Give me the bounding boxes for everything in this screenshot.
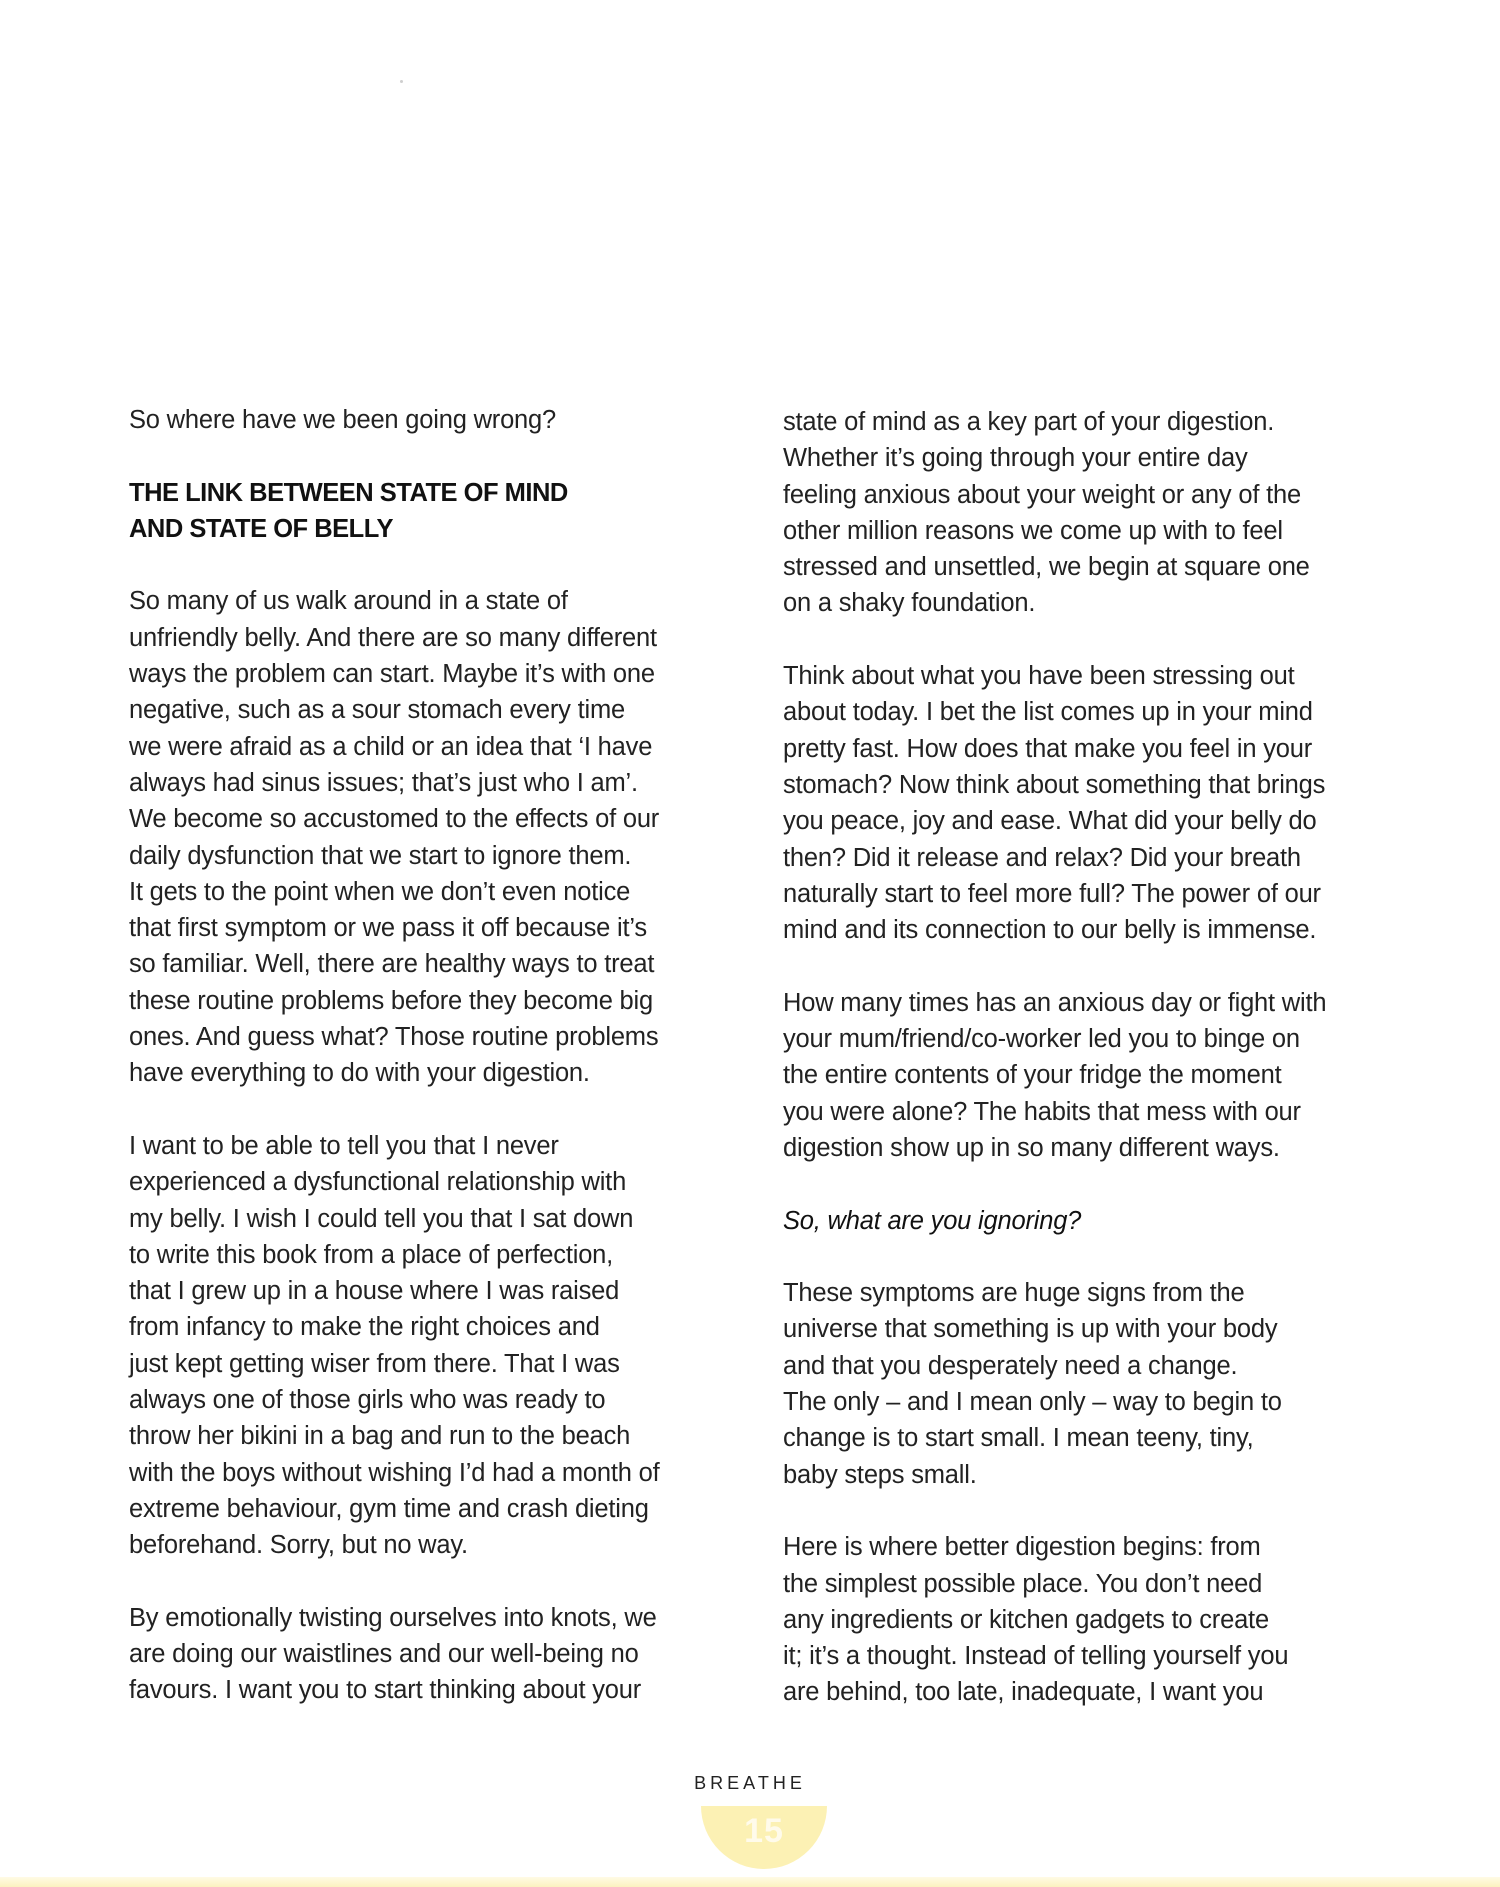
- text-line: The only – and I mean only – way to begin to: [783, 1388, 1282, 1417]
- text-line: that I grew up in a house where I was raised: [129, 1277, 620, 1306]
- text-line: It gets to the point when we don’t even notice: [129, 877, 631, 906]
- text-line: are doing our waistlines and our well-being no: [129, 1640, 639, 1669]
- left-column: [129, 402, 729, 1709]
- text-line: you were alone? The habits that mess with our: [783, 1097, 1301, 1126]
- text-line: so familiar. Well, there are healthy ways to treat: [129, 950, 655, 979]
- spacer: [129, 547, 729, 583]
- section-heading-line: AND STATE OF BELLY: [129, 514, 393, 543]
- text-line: How many times has an anxious day or fight with: [783, 988, 1327, 1017]
- text-line: daily dysfunction that we start to ignore them.: [129, 841, 632, 870]
- text-line: then? Did it release and relax? Did your breath: [783, 843, 1301, 872]
- text-line: these routine problems before they become big: [129, 986, 653, 1015]
- text-line: pretty fast. How does that make you feel in your: [783, 734, 1313, 763]
- section-heading: [129, 475, 729, 548]
- text-line: baby steps small.: [783, 1460, 977, 1489]
- text-line: the simplest possible place. You don’t need: [783, 1569, 1263, 1598]
- spacer: [783, 1239, 1383, 1275]
- spacer: [783, 622, 1383, 658]
- text-line: to write this book from a place of perfection,: [129, 1240, 614, 1269]
- text-line: Here is where better digestion begins: from: [783, 1533, 1261, 1562]
- text-line: from infancy to make the right choices and: [129, 1313, 600, 1342]
- text-line: unfriendly belly. And there are so many different: [129, 623, 657, 652]
- page-number: 15: [744, 1812, 784, 1850]
- text-line: So many of us walk around in a state of: [129, 587, 568, 616]
- text-line: your mum/friend/co-worker led you to binge on: [783, 1025, 1300, 1054]
- italic-subheading: So, what are you ignoring?: [783, 1206, 1082, 1235]
- text-line: throw her bikini in a bag and run to the beach: [129, 1422, 631, 1451]
- intro-line: So where have we been going wrong?: [129, 406, 556, 434]
- text-line: extreme behaviour, gym time and crash dieting: [129, 1494, 649, 1523]
- text-line: These symptoms are huge signs from the: [783, 1279, 1245, 1308]
- text-line: ones. And guess what? Those routine problems: [129, 1023, 659, 1052]
- page-number-badge: [701, 1806, 827, 1869]
- paragraph: [129, 1128, 729, 1564]
- right-column: [783, 404, 1383, 1711]
- scan-speck: [400, 80, 403, 83]
- text-line: I want to be able to tell you that I never: [129, 1131, 559, 1160]
- text-line: any ingredients or kitchen gadgets to create: [783, 1605, 1269, 1634]
- text-line: my belly. I wish I could tell you that I sat down: [129, 1204, 634, 1233]
- running-footer: BREATHE: [694, 1773, 806, 1793]
- text-line: feeling anxious about your weight or any of the: [783, 480, 1301, 509]
- section-heading-line: THE LINK BETWEEN STATE OF MIND: [129, 478, 568, 507]
- text-line: change is to start small. I mean teeny, tiny,: [783, 1424, 1254, 1453]
- text-line: you peace, joy and ease. What did your belly do: [783, 807, 1317, 836]
- text-line: have everything to do with your digestion.: [129, 1059, 590, 1088]
- paragraph: [783, 658, 1383, 948]
- text-line: we were afraid as a child or an idea that ‘I have: [129, 732, 653, 761]
- text-line: state of mind as a key part of your digestion.: [783, 408, 1275, 436]
- text-line: with the boys without wishing I’d had a month of: [129, 1458, 660, 1487]
- spacer: [783, 1493, 1383, 1529]
- text-line: stomach? Now think about something that brings: [783, 770, 1326, 799]
- text-line: are behind, too late, inadequate, I want you: [783, 1678, 1264, 1707]
- text-line: the entire contents of your fridge the moment: [783, 1061, 1282, 1090]
- text-line: beforehand. Sorry, but no way.: [129, 1531, 468, 1560]
- paragraph: [783, 1529, 1383, 1710]
- text-line: digestion show up in so many different ways.: [783, 1133, 1280, 1162]
- text-line: about today. I bet the list comes up in your mind: [783, 698, 1313, 727]
- text-line: always had sinus issues; that’s just who I am’.: [129, 768, 638, 797]
- text-line: it; it’s a thought. Instead of telling yourself you: [783, 1642, 1289, 1671]
- text-line: other million reasons we come up with to feel: [783, 516, 1283, 545]
- text-line: and that you desperately need a change.: [783, 1351, 1238, 1380]
- paragraph: [783, 404, 1383, 622]
- text-line: that first symptom or we pass it off because it’s: [129, 914, 647, 943]
- text-line: universe that something is up with your body: [783, 1315, 1278, 1344]
- spacer: [783, 948, 1383, 984]
- text-line: By emotionally twisting ourselves into knots, we: [129, 1603, 657, 1632]
- spacer: [783, 1166, 1383, 1202]
- text-line: always one of those girls who was ready to: [129, 1386, 606, 1415]
- text-line: naturally start to feel more full? The power of our: [783, 879, 1321, 908]
- text-line: negative, such as a sour stomach every time: [129, 696, 625, 725]
- paragraph: [129, 1600, 729, 1709]
- spacer: [129, 1564, 729, 1600]
- text-line: experienced a dysfunctional relationship with: [129, 1168, 627, 1197]
- spacer: [129, 1092, 729, 1128]
- paragraph: [129, 583, 729, 1091]
- text-line: on a shaky foundation.: [783, 589, 1036, 618]
- paragraph: [783, 1275, 1383, 1493]
- text-line: favours. I want you to start thinking about your: [129, 1676, 642, 1705]
- text-line: Whether it’s going through your entire day: [783, 444, 1248, 473]
- text-line: just kept getting wiser from there. That I was: [129, 1349, 620, 1378]
- spacer: [129, 438, 729, 474]
- bottom-accent-band: [0, 1877, 1500, 1887]
- text-line: stressed and unsettled, we begin at square one: [783, 553, 1310, 582]
- text-line: mind and its connection to our belly is immense.: [783, 916, 1317, 945]
- text-line: ways the problem can start. Maybe it’s with one: [129, 660, 655, 689]
- text-line: We become so accustomed to the effects of our: [129, 805, 660, 834]
- text-line: Think about what you have been stressing out: [783, 662, 1295, 691]
- paragraph: [783, 985, 1383, 1166]
